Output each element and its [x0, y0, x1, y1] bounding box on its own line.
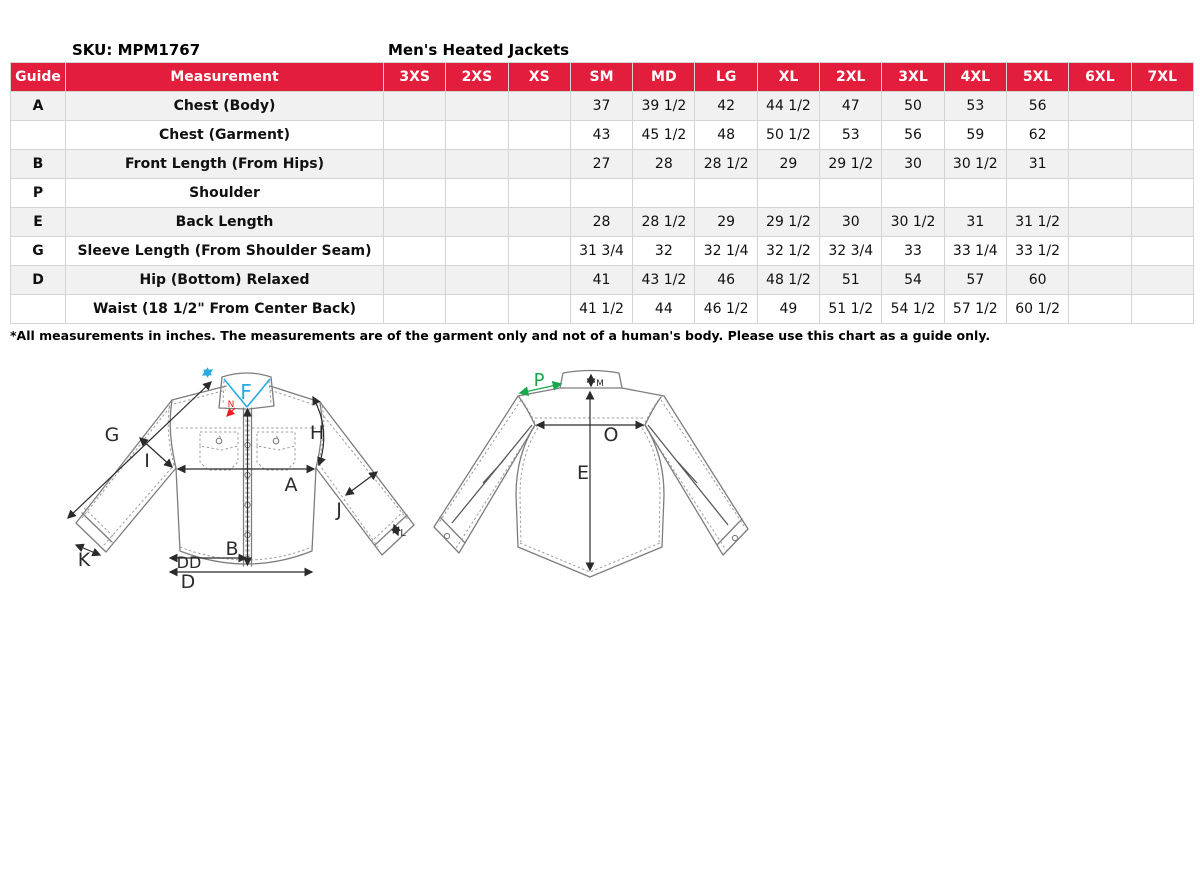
- value-cell: [446, 150, 508, 179]
- value-cell: 31: [944, 208, 1006, 237]
- value-cell: [1006, 179, 1068, 208]
- back-jacket-drawing: [434, 370, 748, 577]
- diagram-label-a: A: [284, 474, 298, 496]
- value-cell: 53: [944, 92, 1006, 121]
- value-cell: 39 1/2: [633, 92, 695, 121]
- diagram-label-o: O: [603, 424, 619, 446]
- value-cell: [570, 179, 632, 208]
- value-cell: 46: [695, 266, 757, 295]
- measure-L: [394, 525, 398, 535]
- value-cell: [1131, 121, 1193, 150]
- column-header-7xl: 7XL: [1131, 63, 1193, 92]
- value-cell: [1069, 295, 1131, 324]
- front-collar: [203, 370, 274, 416]
- value-cell: [508, 237, 570, 266]
- value-cell: [820, 179, 882, 208]
- value-cell: [944, 179, 1006, 208]
- column-header-guide: Guide: [11, 63, 66, 92]
- value-cell: 57 1/2: [944, 295, 1006, 324]
- diagram-label-j: J: [336, 499, 342, 521]
- value-cell: 29: [757, 150, 819, 179]
- value-cell: 57: [944, 266, 1006, 295]
- value-cell: [508, 179, 570, 208]
- value-cell: [1131, 208, 1193, 237]
- column-header-5xl: 5XL: [1006, 63, 1068, 92]
- front-jacket-drawing: [68, 370, 414, 593]
- value-cell: [446, 295, 508, 324]
- measurement-cell: Back Length: [66, 208, 384, 237]
- diagram-label-l: L: [400, 528, 406, 539]
- value-cell: 32 1/4: [695, 237, 757, 266]
- size-chart-table: [10, 62, 1194, 324]
- guide-cell: [11, 295, 66, 324]
- table-row: [11, 295, 1194, 324]
- measurement-cell: Chest (Body): [66, 92, 384, 121]
- value-cell: 28 1/2: [633, 208, 695, 237]
- value-cell: 29 1/2: [757, 208, 819, 237]
- value-cell: [384, 179, 446, 208]
- value-cell: [1069, 179, 1131, 208]
- front-right-pocket: [257, 432, 295, 470]
- value-cell: 41: [570, 266, 632, 295]
- value-cell: 31 1/2: [1006, 208, 1068, 237]
- value-cell: [384, 150, 446, 179]
- value-cell: 60: [1006, 266, 1068, 295]
- measurement-cell: Chest (Garment): [66, 121, 384, 150]
- front-left-pocket: [200, 432, 238, 470]
- footnote: *All measurements in inches. The measurements are of the garment only and not of a human's body. Please use this chart as a guide only.: [10, 328, 991, 343]
- value-cell: [633, 179, 695, 208]
- value-cell: 44 1/2: [757, 92, 819, 121]
- diagram-label-i: I: [144, 450, 150, 472]
- measurement-cell: Hip (Bottom) Relaxed: [66, 266, 384, 295]
- value-cell: [508, 121, 570, 150]
- value-cell: 32 1/2: [757, 237, 819, 266]
- value-cell: [1069, 150, 1131, 179]
- measurement-cell: Waist (18 1/2" From Center Back): [66, 295, 384, 324]
- value-cell: [882, 179, 944, 208]
- value-cell: 27: [570, 150, 632, 179]
- sku-label: SKU: MPM1767: [72, 41, 201, 59]
- value-cell: 53: [820, 121, 882, 150]
- table-row: [11, 150, 1194, 179]
- value-cell: [508, 92, 570, 121]
- column-header-2xs: 2XS: [446, 63, 508, 92]
- guide-cell: E: [11, 208, 66, 237]
- value-cell: [384, 92, 446, 121]
- value-cell: [384, 121, 446, 150]
- table-row: [11, 92, 1194, 121]
- column-header-md: MD: [633, 63, 695, 92]
- value-cell: 56: [1006, 92, 1068, 121]
- value-cell: 56: [882, 121, 944, 150]
- value-cell: 30: [882, 150, 944, 179]
- column-header-measurement: Measurement: [66, 63, 384, 92]
- column-header-2xl: 2XL: [820, 63, 882, 92]
- value-cell: [1131, 295, 1193, 324]
- value-cell: 60 1/2: [1006, 295, 1068, 324]
- value-cell: [1131, 150, 1193, 179]
- guide-cell: [11, 121, 66, 150]
- diagram-label-h: H: [309, 422, 325, 444]
- value-cell: 59: [944, 121, 1006, 150]
- value-cell: 41 1/2: [570, 295, 632, 324]
- measurement-cell: Front Length (From Hips): [66, 150, 384, 179]
- value-cell: [1069, 121, 1131, 150]
- value-cell: [508, 150, 570, 179]
- value-cell: 31 3/4: [570, 237, 632, 266]
- column-header-xs: XS: [508, 63, 570, 92]
- back-right-sleeve: [645, 396, 748, 555]
- column-header-3xs: 3XS: [384, 63, 446, 92]
- value-cell: 48: [695, 121, 757, 150]
- value-cell: [446, 208, 508, 237]
- value-cell: [446, 121, 508, 150]
- value-cell: 33: [882, 237, 944, 266]
- value-cell: [384, 237, 446, 266]
- diagram-label-n: N: [227, 400, 235, 410]
- diagram-label-g: G: [104, 424, 120, 446]
- value-cell: 30 1/2: [882, 208, 944, 237]
- diagram-label-m: M: [596, 379, 604, 389]
- value-cell: [446, 179, 508, 208]
- value-cell: [1131, 266, 1193, 295]
- value-cell: [1131, 237, 1193, 266]
- diagram-label-d: D: [180, 571, 196, 593]
- value-cell: 33 1/2: [1006, 237, 1068, 266]
- value-cell: 43 1/2: [633, 266, 695, 295]
- table-row: [11, 179, 1194, 208]
- value-cell: 28 1/2: [695, 150, 757, 179]
- diagram-label-b: B: [225, 538, 239, 560]
- column-header-xl: XL: [757, 63, 819, 92]
- value-cell: 28: [633, 150, 695, 179]
- value-cell: 30 1/2: [944, 150, 1006, 179]
- table-row: [11, 121, 1194, 150]
- measure-G: [68, 382, 211, 518]
- column-header-3xl: 3XL: [882, 63, 944, 92]
- diagram-label-k: K: [77, 549, 91, 571]
- value-cell: [1069, 92, 1131, 121]
- value-cell: [1069, 208, 1131, 237]
- value-cell: 44: [633, 295, 695, 324]
- diagram-label-f: F: [240, 380, 252, 404]
- diagram-label-p: P: [533, 370, 545, 391]
- measure-J: [346, 472, 377, 495]
- diagram-label-dd: DD: [176, 553, 202, 572]
- value-cell: 51: [820, 266, 882, 295]
- value-cell: 62: [1006, 121, 1068, 150]
- value-cell: 49: [757, 295, 819, 324]
- value-cell: 48 1/2: [757, 266, 819, 295]
- column-header-sm: SM: [570, 63, 632, 92]
- value-cell: [446, 92, 508, 121]
- diagram-label-e: E: [576, 462, 590, 484]
- value-cell: 50: [882, 92, 944, 121]
- value-cell: [384, 295, 446, 324]
- value-cell: [695, 179, 757, 208]
- measurement-cell: Sleeve Length (From Shoulder Seam): [66, 237, 384, 266]
- value-cell: [1131, 92, 1193, 121]
- garment-measurement-diagram: [0, 352, 1200, 652]
- value-cell: [508, 295, 570, 324]
- guide-cell: A: [11, 92, 66, 121]
- guide-cell: B: [11, 150, 66, 179]
- value-cell: [757, 179, 819, 208]
- back-left-sleeve: [434, 396, 535, 553]
- value-cell: 54 1/2: [882, 295, 944, 324]
- value-cell: 46 1/2: [695, 295, 757, 324]
- value-cell: 28: [570, 208, 632, 237]
- value-cell: [1069, 237, 1131, 266]
- value-cell: [1069, 266, 1131, 295]
- value-cell: 32: [633, 237, 695, 266]
- value-cell: 47: [820, 92, 882, 121]
- value-cell: 30: [820, 208, 882, 237]
- value-cell: 37: [570, 92, 632, 121]
- column-header-4xl: 4XL: [944, 63, 1006, 92]
- value-cell: 31: [1006, 150, 1068, 179]
- column-header-6xl: 6XL: [1069, 63, 1131, 92]
- table-row: [11, 237, 1194, 266]
- page-title: Men's Heated Jackets: [388, 41, 570, 59]
- value-cell: 50 1/2: [757, 121, 819, 150]
- measurement-cell: Shoulder: [66, 179, 384, 208]
- table-row: [11, 208, 1194, 237]
- value-cell: [1131, 179, 1193, 208]
- table-row: [11, 266, 1194, 295]
- guide-cell: P: [11, 179, 66, 208]
- value-cell: 29: [695, 208, 757, 237]
- value-cell: [508, 266, 570, 295]
- value-cell: 33 1/4: [944, 237, 1006, 266]
- value-cell: [384, 208, 446, 237]
- value-cell: [446, 266, 508, 295]
- value-cell: [446, 237, 508, 266]
- value-cell: 45 1/2: [633, 121, 695, 150]
- value-cell: 32 3/4: [820, 237, 882, 266]
- front-left-sleeve: [76, 400, 176, 552]
- guide-cell: D: [11, 266, 66, 295]
- guide-cell: G: [11, 237, 66, 266]
- value-cell: [384, 266, 446, 295]
- value-cell: 43: [570, 121, 632, 150]
- column-header-lg: LG: [695, 63, 757, 92]
- value-cell: 51 1/2: [820, 295, 882, 324]
- value-cell: [508, 208, 570, 237]
- value-cell: 54: [882, 266, 944, 295]
- value-cell: 42: [695, 92, 757, 121]
- value-cell: 29 1/2: [820, 150, 882, 179]
